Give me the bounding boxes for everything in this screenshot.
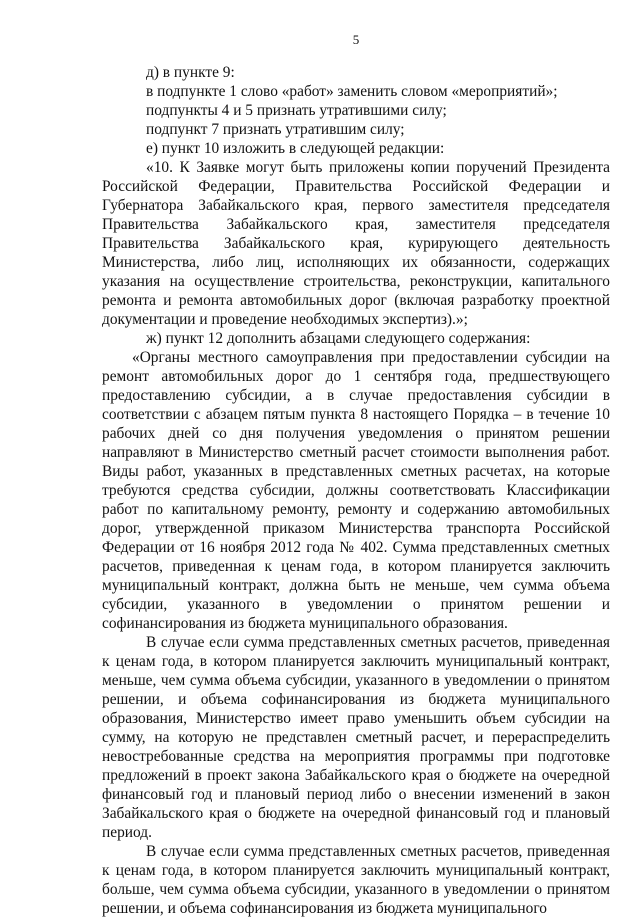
paragraph-p1: д) в пункте 9: [146, 64, 235, 81]
paragraph-p8: «Органы местного самоуправления при предоставлении субсидии на ремонт автомобильных дорог до 1 сентября года, предшествующего предоставлению субсидии, а в случае предоставления субсидии в соответствии с абзацем пятым пункта 8 настоящего Порядка – в течение 10 рабочих дней со дня получения уведомления о принятом решении направляют в Министерство сметный расчет стоимости выполнения работ. Виды работ, указанных в представленных сметных расчетах, на которые требуются средства субсидии, должны соответствовать Классификации работ по капитальному ремонту, ремонту и содержанию автомобильных дорог, утвержденной приказом Министерства транспорта Российской Федерации от 16 ноября 2012 года № 402. Сумма представленных сметных расчетов, приведенная к ценам года, в котором планируется заключить муниципальный контракт, должна быть не меньше, чем сумма объема субсидии, указанного в уведомлении о принятом решении и софинансирования из бюджета муниципального образования. [102, 349, 610, 632]
page-number: 5 [352, 32, 360, 47]
paragraph-p9: В случае если сумма представленных сметных расчетов, приведенная к ценам года, в котором планируется заключить муниципальный контракт, меньше, чем сумма объема субсидии, указанного в уведомлении о принятом решении, и объема софинансирования из бюджета муниципального образования, Министерство имеет право уменьшить объем субсидии на сумму, на которую не представлен сметный расчет, и перераспределить невостребованные средства на мероприятия программы при подготовке предложений в проект закона Забайкальского края о бюджете на очередной финансовый год и плановый период либо о внесении изменений в закон Забайкальского края о бюджете на очередной финансовый год и плановый период. [102, 634, 610, 841]
document-page [102, 32, 610, 918]
paragraph-p2: в подпункте 1 слово «работ» заменить словом «мероприятий»; [146, 83, 558, 100]
paragraph-p7: ж) пункт 12 дополнить абзацами следующего содержания: [146, 330, 531, 347]
paragraph-p3: подпункты 4 и 5 признать утратившими силу; [146, 102, 447, 119]
paragraph-p4: подпункт 7 признать утратившим силу; [146, 121, 405, 138]
paragraph-p5: е) пункт 10 изложить в следующей редакции: [146, 140, 445, 157]
paragraph-p6: «10. К Заявке могут быть приложены копии поручений Президента Российской Федерации, Правительства Российской Федерации и Губернатора Забайкальского края, первого заместителя председателя Правительства Забайкальского края, заместителя председателя Правительства Забайкальского края, курирующего деятельность Министерства, либо лиц, исполняющих их обязанности, содержащих указания на осуществление строительства, реконструкции, капитального ремонта и ремонта автомобильных дорог (включая разработку проектной документации и проведение необходимых экспертиз).»; [102, 159, 610, 328]
document-body [102, 63, 610, 918]
paragraph-p10: В случае если сумма представленных сметных расчетов, приведенная к ценам года, в котором планируется заключить муниципальный контракт, больше, чем сумма объема субсидии, указанного в уведомлении о принятом решении, и объема софинансирования из бюджета муниципального [102, 843, 610, 917]
